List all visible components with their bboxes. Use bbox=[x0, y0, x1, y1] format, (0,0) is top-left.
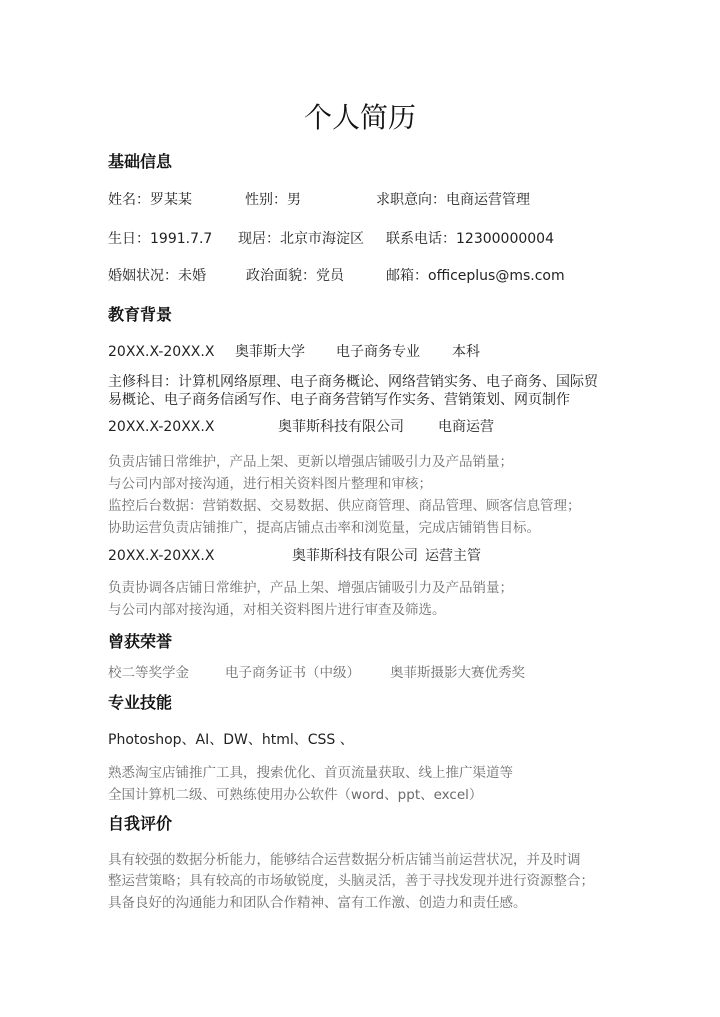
section-heading-basic: 基础信息 bbox=[108, 152, 173, 171]
honor-item: 校二等奖学金 bbox=[108, 665, 189, 681]
edu-major: 电子商务专业 bbox=[336, 344, 420, 360]
email-field: 邮箱：officeplus@ms.com bbox=[386, 268, 565, 284]
job-date: 20XX.X-20XX.X bbox=[108, 419, 215, 435]
section-heading-self: 自我评价 bbox=[108, 814, 173, 833]
section-heading-skills: 专业技能 bbox=[108, 693, 173, 712]
edu-school: 奥菲斯大学 bbox=[235, 344, 305, 360]
job-role: 电商运营 bbox=[438, 419, 494, 435]
job-duty: 负责店铺日常维护，产品上架、更新以增强店铺吸引力及产品销量； bbox=[108, 454, 513, 470]
job-duty: 监控后台数据：营销数据、交易数据、供应商管理、商品管理、顾客信息管理； bbox=[108, 498, 581, 514]
self-eval-line: 具有较强的数据分析能力，能够结合运营数据分析店铺当前运营状况，并及时调 bbox=[108, 852, 581, 868]
section-heading-honors: 曾获荣誉 bbox=[108, 632, 173, 651]
job-duty: 与公司内部对接沟通，进行相关资料图片整理和审核； bbox=[108, 476, 432, 492]
gender-field: 性别：男 bbox=[245, 192, 301, 208]
job-duty: 负责协调各店铺日常维护，产品上架、增强店铺吸引力及产品销量； bbox=[108, 580, 513, 596]
edu-courses-line: 易概论、电子商务信函写作、电子商务营销写作实务、营销策划、网页制作 bbox=[108, 392, 570, 408]
intent-field: 求职意向：电商运营管理 bbox=[376, 192, 530, 208]
job-date: 20XX.X-20XX.X bbox=[108, 548, 215, 564]
job-duty: 与公司内部对接沟通，对相关资料图片进行审查及筛选。 bbox=[108, 602, 446, 618]
job-company: 奥菲斯科技有限公司 bbox=[292, 548, 418, 564]
job-duty: 协助运营负责店铺推广，提高店铺点击率和浏览量，完成店铺销售目标。 bbox=[108, 520, 540, 536]
skills-tools: Photoshop、AI、DW、html、CSS 、 bbox=[108, 732, 354, 748]
name-field: 姓名：罗某某 bbox=[108, 192, 192, 208]
job-role: 运营主管 bbox=[425, 548, 481, 564]
edu-courses-line: 主修科目：计算机网络原理、电子商务概论、网络营销实务、电子商务、国际贸 bbox=[108, 374, 598, 390]
skills-line: 熟悉淘宝店铺推广工具，搜索优化、首页流量获取、线上推广渠道等 bbox=[108, 765, 513, 781]
self-eval-line: 整运营策略；具有较高的市场敏锐度，头脑灵活，善于寻找发现并进行资源整合； bbox=[108, 873, 594, 889]
phone-field: 联系电话：12300000004 bbox=[386, 231, 554, 247]
section-heading-education: 教育背景 bbox=[108, 305, 173, 324]
edu-degree: 本科 bbox=[452, 344, 480, 360]
honor-item: 奥菲斯摄影大赛优秀奖 bbox=[390, 665, 525, 681]
marital-field: 婚姻状况：未婚 bbox=[108, 268, 206, 284]
edu-date: 20XX.X-20XX.X bbox=[108, 344, 215, 360]
political-field: 政治面貌：党员 bbox=[246, 268, 344, 284]
skills-line: 全国计算机二级、可熟练使用办公软件（word、ppt、excel） bbox=[108, 787, 483, 803]
honor-item: 电子商务证书（中级） bbox=[225, 665, 360, 681]
job-company: 奥菲斯科技有限公司 bbox=[278, 419, 404, 435]
self-eval-line: 具备良好的沟通能力和团队合作精神、富有工作激、创造力和责任感。 bbox=[108, 895, 527, 911]
birth-field: 生日：1991.7.7 bbox=[108, 231, 213, 247]
page-title: 个人简历 bbox=[303, 101, 416, 134]
residence-field: 现居：北京市海淀区 bbox=[238, 231, 364, 247]
